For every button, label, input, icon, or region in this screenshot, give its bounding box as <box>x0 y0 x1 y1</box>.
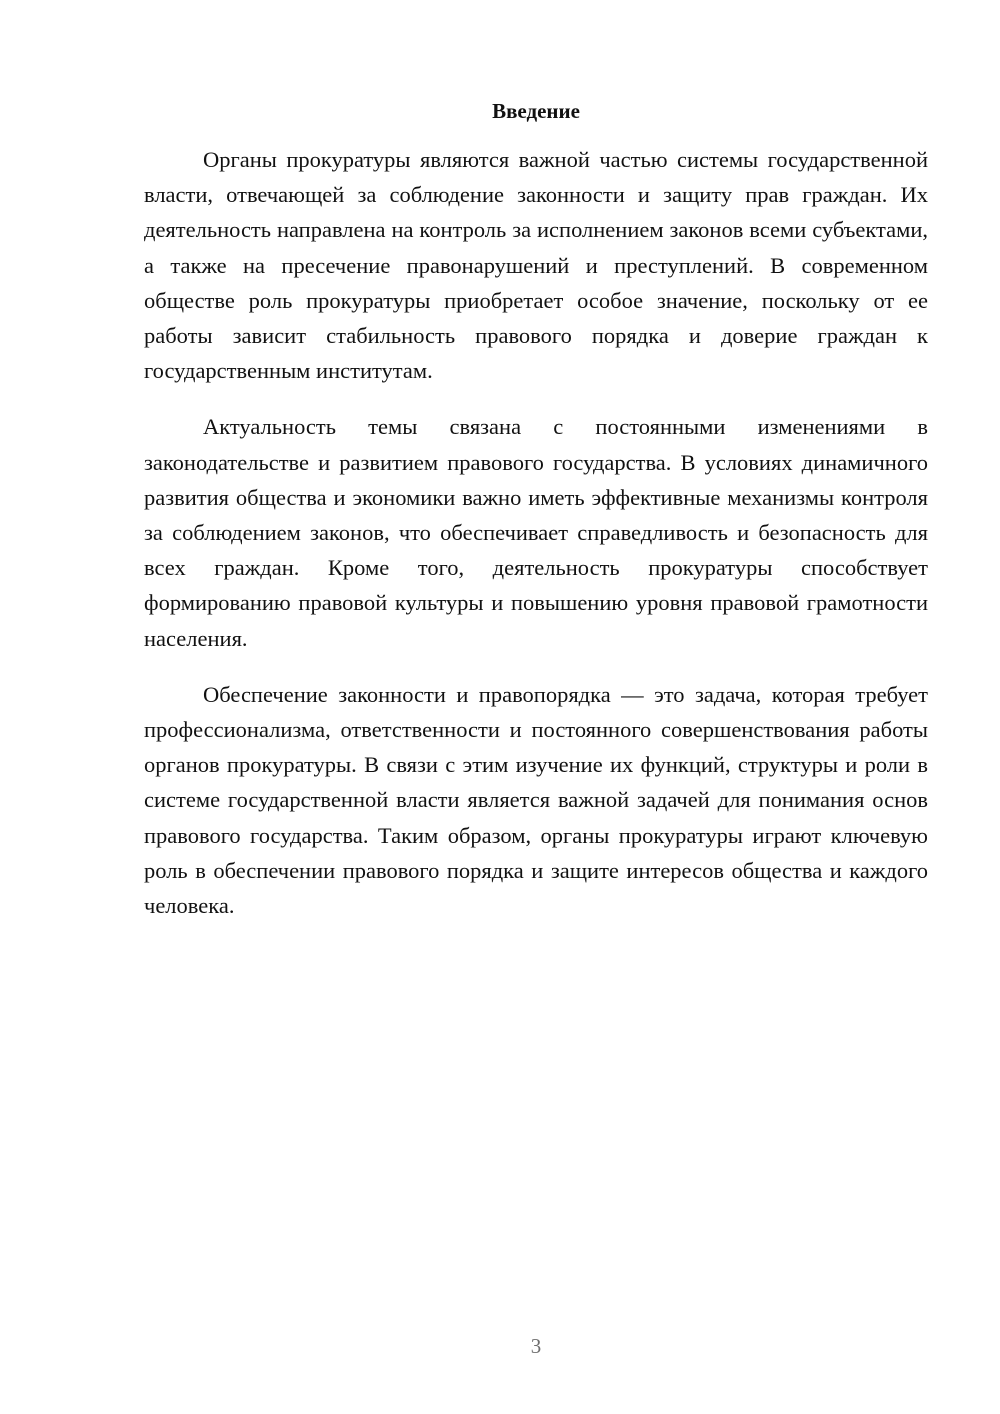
page-number: 3 <box>530 1334 542 1358</box>
section-heading: Введение <box>492 99 580 123</box>
body-text <box>144 142 928 923</box>
paragraph-1: Органы прокуратуры являются важной частью системы государственной власти, отвечающей за соблюдение законности и защиту прав граждан. Их деятельность направлена на контроль за исполнением законов всеми субъектами, а также на пресечение правонарушений и преступлений. В современном обществе роль прокуратуры приобретает особое значение, поскольку от ее работы зависит стабильность правового порядка и доверие граждан к государственным институтам. <box>144 147 928 384</box>
paragraph-2: Актуальность темы связана с постоянными изменениями в законодательстве и развитием правового государства. В условиях динамичного развития общества и экономики важно иметь эффективные механизмы контроля за соблюдением законов, что обеспечивает справедливость и безопасность для всех граждан. Кроме того, деятельность прокуратуры способствует формированию правовой культуры и повышению уровня правовой грамотности населения. <box>144 414 928 651</box>
paragraph-3: Обеспечение законности и правопорядка — это задача, которая требует профессионализма, ответственности и постоянного совершенствования работы органов прокуратуры. В связи с этим изучение их функций, структуры и роли в системе государственной власти является важной задачей для понимания основ правового государства. Таким образом, органы прокуратуры играют ключевую роль в обеспечении правового порядка и защите интересов общества и каждого человека. <box>144 681 928 919</box>
